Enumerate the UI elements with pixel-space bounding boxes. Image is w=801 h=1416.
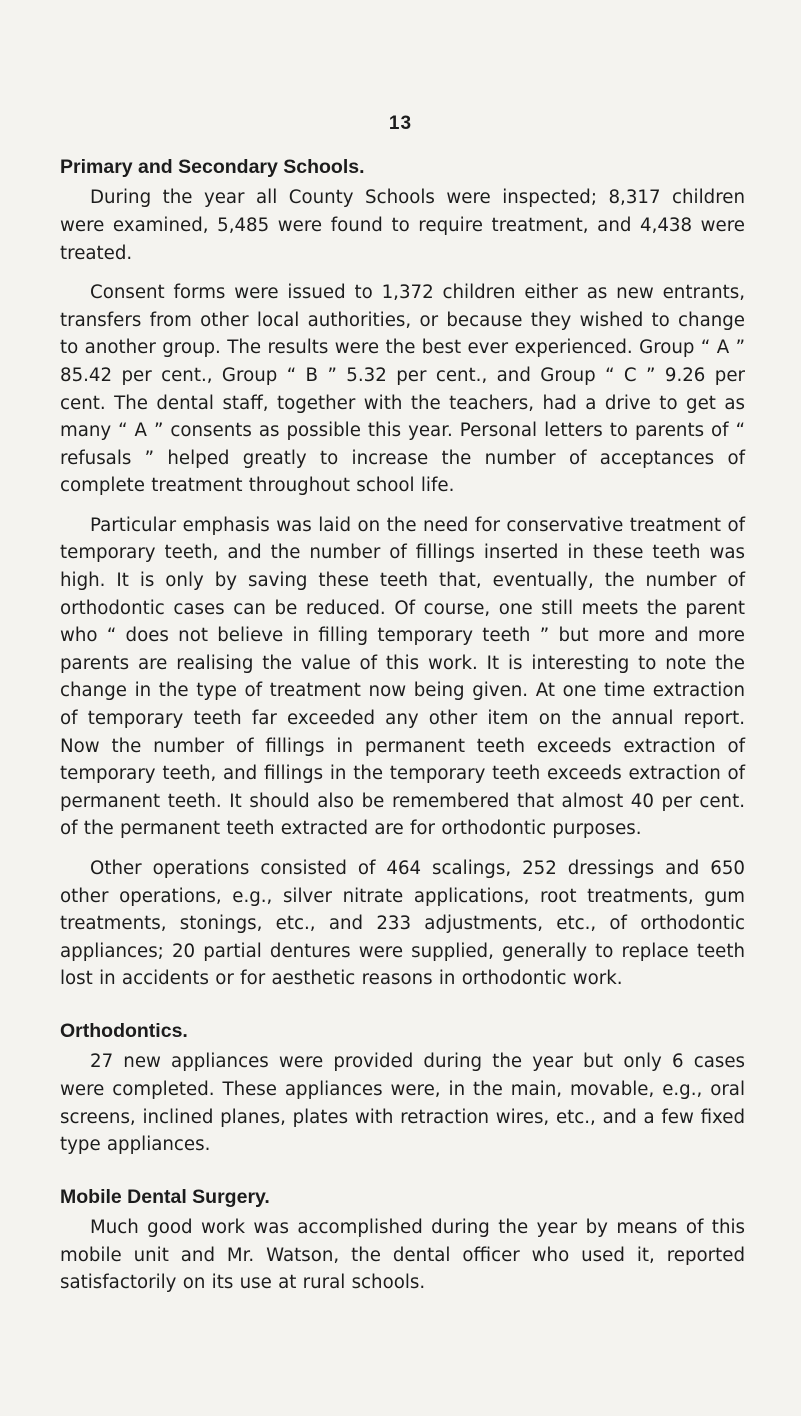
paragraph: Much good work was accomplished during the year by means of this mobile unit and Mr. Watson, the dental officer who used it, reported satisfactorily on its use at rural schools. <box>60 1217 745 1294</box>
paragraph: During the year all County Schools were inspected; 8,317 children were examined, 5,485 were found to require treatment, and 4,438 were treated. <box>60 187 745 264</box>
section-heading: Mobile Dental Surgery. <box>60 1185 270 1208</box>
section-orthodontics <box>60 1019 745 1159</box>
paragraph: Consent forms were issued to 1,372 children either as new entrants, transfers from other local authorities, or because they wished to change to another group. The results were the best ever experienced. Group “ A ” 85.42 per cent., Group “ B ” 5.32 per cent., and Group “ C ” 9.26 per cent. The dental staff, together with the teachers, had a drive to get as many “ A ” consents as possible this year. Personal letters to parents of “ refusals ” helped greatly to increase the number of acceptances of complete treatment throughout school life. <box>60 282 745 497</box>
paragraph: Particular emphasis was laid on the need for conservative treatment of temporary teeth, and the number of fillings inserted in these teeth was high. It is only by saving these teeth that, eventually, the number of orthodontic cases can be reduced. Of course, one still meets the parent who “ does not believe in filling temporary teeth ” but more and more parents are realising the value of this work. It is interesting to note the change in the type of treatment now being given. At one time extraction of temporary teeth far exceeded any other item on the annual report. Now the number of fillings in permanent teeth exceeds extraction of temporary teeth, and fillings in the temporary teeth exceeds extraction of permanent teeth. It should also be remembered that almost 40 per cent. of the permanent teeth extracted are for orthodontic purposes. <box>60 514 745 840</box>
page-content <box>60 155 745 1309</box>
page-number: 13 <box>388 113 413 134</box>
section-heading: Primary and Secondary Schools. <box>60 156 365 178</box>
paragraph: 27 new appliances were provided during the year but only 6 cases were completed. These appliances were, in the main, movable, e.g., oral screens, inclined planes, plates with retraction wires, etc., and a few fixed type appliances. <box>60 1051 745 1156</box>
section-heading: Orthodontics. <box>60 1019 188 1042</box>
section-mobile-dental-surgery <box>60 1185 745 1297</box>
paragraph: Other operations consisted of 464 scalings, 252 dressings and 650 other operations, e.g., silver nitrate applications, root treatments, gum treatments, stonings, etc., and 233 adjustments, etc., of orthodontic appliances; 20 partial dentures were supplied, generally to replace teeth lost in accidents or for aesthetic reasons in orthodontic work. <box>60 858 745 990</box>
section-primary-secondary-schools <box>60 155 745 993</box>
